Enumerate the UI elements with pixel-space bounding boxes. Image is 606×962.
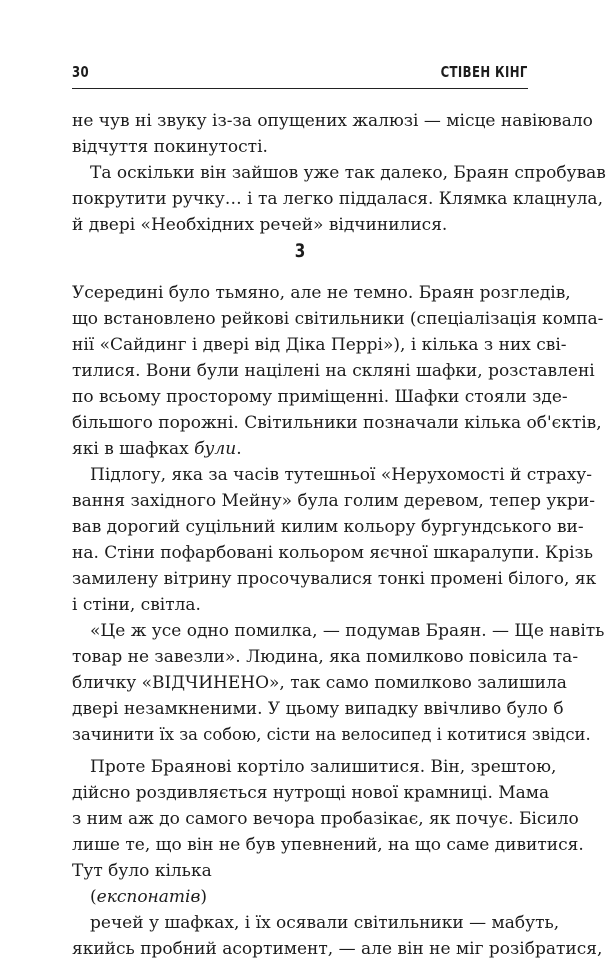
text-line: на. Стіни пофарбовані кольором яєчної шкаралупи. Крізь (72, 543, 594, 563)
text-line: вання західного Мейну» була голим деревом, тепер укри- (72, 491, 595, 511)
text-line: лише те, що він не був упевнений, на що саме дивитися. (72, 835, 584, 855)
running-head-author: СТІВЕН КІНГ (440, 63, 528, 81)
text-line: «Це ж усе одно помилка, — подумав Браян. — Ще навіть (90, 621, 605, 641)
text-line: бличку «ВІДЧИНЕНО», так само помилково залишила (72, 673, 567, 693)
text-run: ( (90, 887, 97, 907)
text-line: більшого порожні. Світильники позначали кілька об'єктів, (72, 413, 602, 433)
italic-word: експонатів (96, 887, 201, 907)
text-line: замилену вітрину просочувалися тонкі промені білого, як (72, 569, 597, 589)
text-line: дійсно роздивляється нутрощі нової крамниці. Мама (72, 783, 550, 803)
running-head (72, 62, 528, 82)
text-line (72, 436, 529, 462)
text-line: покрутити ручку… і та легко піддалася. Клямка клацнула, (72, 189, 603, 209)
text-line: Тут було кілька (72, 861, 212, 881)
text-run: . (236, 439, 242, 459)
text-line: по всьому просторому приміщенні. Шафки стояли зде- (72, 387, 568, 407)
text-line: відчуття покинутості. (72, 137, 268, 157)
text-line: нії «Сайдинг і двері від Діка Перрі»), і кілька з них сві- (72, 335, 567, 355)
text-line: Проте Браянові кортіло залишитися. Він, зрештою, (90, 757, 557, 777)
text-run: які в шафках (72, 439, 195, 459)
text-run: ) (200, 887, 207, 907)
text-line: що встановлено рейкові світильники (спеціалізація компа- (72, 309, 604, 329)
text-line: й двері «Необхідних речей» відчинилися. (72, 215, 448, 235)
text-line: якийсь пробний асортимент, — але він не міг розібратися, (72, 939, 603, 959)
text-line: з ним аж до самого вечора пробазікає, як почує. Бісило (72, 809, 579, 829)
text-line: двері незамкненими. У цьому випадку ввічливо було б (72, 699, 564, 719)
header-rule (72, 88, 528, 89)
text-line: речей у шафках, і їх осявали світильники — мабуть, (90, 913, 560, 933)
text-line: товар не завезли». Людина, яка помилково повісила та- (72, 647, 579, 667)
text-line (72, 884, 529, 910)
text-line: зачинити їх за собою, сісти на велосипед і котитися звідси. (72, 725, 591, 744)
text-line: і стіни, світла. (72, 595, 201, 615)
text-line: Та оскільки він зайшов уже так далеко, Браян спробував (90, 163, 606, 183)
text-line: Усередині було тьмяно, але не темно. Браян розгледів, (72, 283, 571, 303)
page-number: 30 (72, 63, 90, 81)
italic-word: були (194, 439, 237, 459)
chapter-number: 3 (294, 240, 306, 262)
text-line: Підлогу, яка за часів тутешньої «Нерухомості й страху- (90, 465, 593, 485)
text-line: тилися. Вони були націлені на скляні шафки, розставлені (72, 361, 595, 381)
text-line: не чув ні звуку із-за опущених жалюзі — місце навіювало (72, 111, 593, 131)
text-line: вав дорогий суцільний килим кольору бургундського ви- (72, 517, 584, 537)
